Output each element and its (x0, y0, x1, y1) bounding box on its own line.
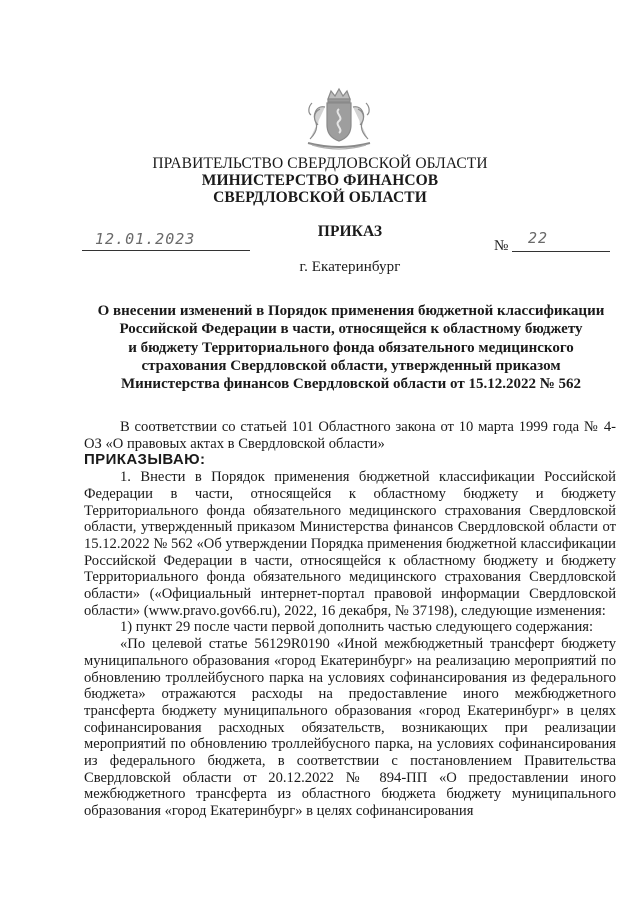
doc-type: ПРИКАЗ (317, 223, 383, 240)
order-word: ПРИКАЗЫВАЮ: (84, 451, 206, 469)
document-body (84, 419, 616, 820)
point-1-paragraph: 1. Внести в Порядок применения бюджетной классификации Российской Федерации в части, относящейся к областному бюджету и бюджету Территориального фонда обязательного медицинского страхования Свердловской области, утвержденный приказом Министерства финансов Свердловской области от 15.12.2022 № 562 «Об утверждении Порядка применения бюджетной классификации Российской Федерации в части, относящейся к областному бюджету и бюджету Территориального фонда обязательного медицинского страхования Свердловской области» («Официальный интернет-портал правовой информации Свердловской области» (www.pravo.gov66.ru), 2022, 16 декабря, № 37198), следующие изменения: (84, 469, 616, 619)
ministry-name-line2: СВЕРДЛОВСКОЙ ОБЛАСТИ (213, 189, 427, 206)
title-line: Министерства финансов Свердловской области от 15.12.2022 № 562 (120, 376, 582, 393)
government-name: ПРАВИТЕЛЬСТВО СВЕРДЛОВСКОЙ ОБЛАСТИ (152, 155, 488, 172)
city: г. Екатеринбург (299, 259, 401, 275)
order-title (60, 302, 640, 393)
date-underline (82, 250, 250, 251)
ministry-name-line1: МИНИСТЕРСТВО ФИНАНСОВ (201, 172, 439, 189)
title-line: Российской Федерации в части, относящейся к областному бюджету (119, 321, 583, 338)
number-underline (512, 251, 610, 252)
intro-paragraph: В соответствии со статьей 101 Областного закона от 10 марта 1999 года № 4-ОЗ «О правовых актах в Свердловской области» (84, 419, 616, 452)
subpoint-1-paragraph: 1) пункт 29 после части первой дополнить частью следующего содержания: (120, 619, 594, 636)
handwritten-date: 12.01.2023 (95, 230, 196, 248)
quote-paragraph: «По целевой статье 56129R0190 «Иной межбюджетный трансферт бюджету муниципального образования «город Екатеринбург» на реализацию мероприятий по обновлению троллейбусного парка на условиях софинансирования из федерального бюджета» отражаются расходы на предоставление иного межбюджетного трансферта бюджету муниципального образования «город Екатеринбург» в целях софинансирования расходных обязательств, возникающих при реализации мероприятий по обновлению троллейбусного парка, на условиях софинансирования из федерального бюджета, в соответствии с постановлением Правительства Свердловской области от 20.12.2022 № 894-ПП «О предоставлении иного межбюджетного трансферта из областного бюджета бюджету муниципального образования «город Екатеринбург» в целях софинансирования (84, 636, 616, 820)
coat-of-arms-emblem (298, 85, 380, 151)
title-line: страхования Свердловской области, утвержденный приказом (141, 357, 561, 374)
title-line: и бюджету Территориального фонда обязательного медицинского (128, 339, 574, 356)
number-prefix: № (494, 238, 509, 254)
handwritten-number: 22 (528, 229, 549, 247)
title-line: О внесении изменений в Порядок применения бюджетной классификации (97, 303, 605, 319)
